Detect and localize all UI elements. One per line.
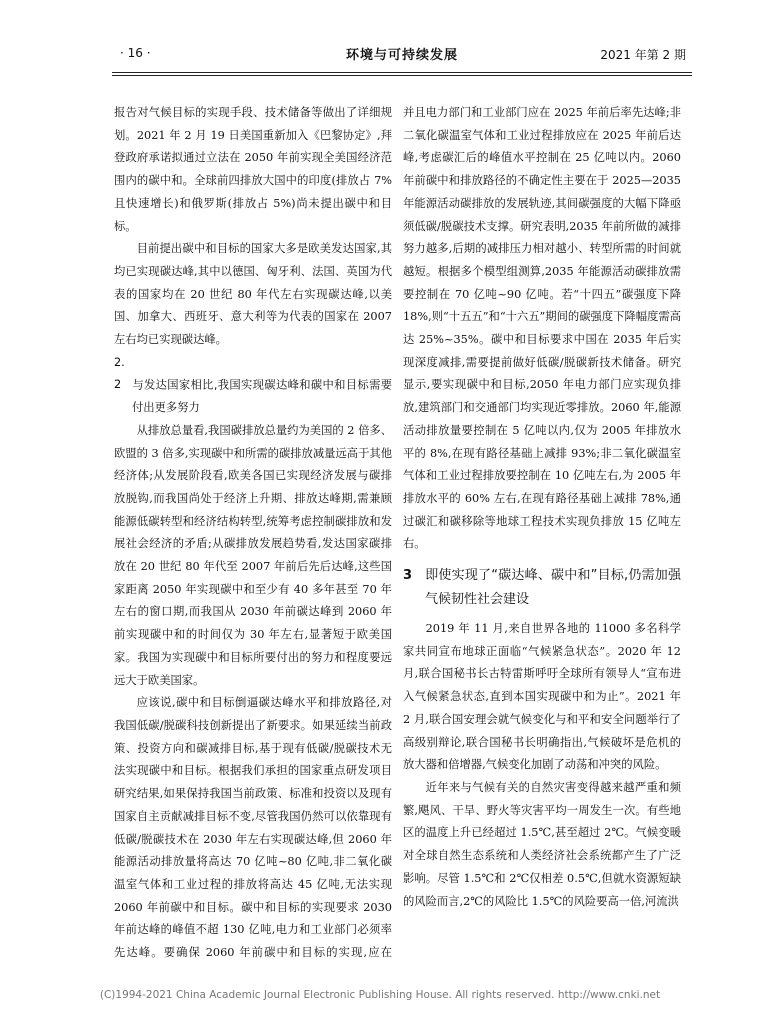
section-number: 3 xyxy=(403,568,413,584)
paragraph: 近年来与气候有关的自然灾害变得越来越严重和频繁,飓风、干旱、野火等灾害平均一周发生一次。有些地区的温度上升已经超过 1.5℃,甚至超过 2℃。气候变暖对全球自然生态系统和人类经济社会系统都产生了广泛影响。尽管 1.5℃和 2℃仅相差 0.5℃,但就水资源短缺的风险而言,2℃的风险比 1.5℃的风险要高一倍,河流洪 xyxy=(403,780,681,908)
right-column xyxy=(403,102,681,964)
page-number: · 16 · xyxy=(120,46,151,60)
paragraph: 从排放总量看,我国碳排放总量约为美国的 2 倍多、欧盟的 3 倍多,实现碳中和所需的碳排放减量远高于其他经济体;从发展阶段看,欧美各国已实现经济发展与碳排放脱钩,而我国尚处于经济上升期、排放达峰期,需兼顾能源低碳转型和经济结构转型,统筹考虑控制碳排放和发展社会经济的矛盾;从碳排放发展趋势看,发达国家碳排放在 20 世纪 80 年代至 2007 年前后先后达峰,这些国家距离 2050 年实现碳中和至少有 40 多年甚至 70 年左右的窗口期,而我国从 2030 年前碳达峰到 2060 年前实现碳中和的时间仅为 30 年左右,显著短于欧美国家。我国为实现碳中和目标所要付出的努力和程度要远远大于欧美国家。 xyxy=(114,423,392,687)
journal-title: 环境与可持续发展 xyxy=(345,48,458,63)
header-rule-double xyxy=(112,75,692,76)
section-heading xyxy=(403,564,681,612)
paragraph: 2019 年 11 月,来自世界各地的 11000 多名科学家共同宣布地球正面临“气候紧急状态”。2020 年 12 月,联合国秘书长古特雷斯呼吁全球所有领导人“宣布进入气候紧急状态,直到本国实现碳中和为止”。2021 年 2 月,联合国安理会就气候变化与和平和安全问题举行了高级别辩论,联合国秘书长明确指出,气候破坏是危机的放大器和倍增器,气候变化加剧了动荡和冲突的风险。 xyxy=(403,622,681,772)
paragraph-continued: 并且电力部门和工业部门应在 2025 年前后率先达峰;非二氧化碳温室气体和工业过程排放应在 2025 年前后达峰,考虑碳汇后的峰值水平控制在 25 亿吨以内。2060 年前碳中和排放路径的不确定性主要在于 2025—2035 年能源活动碳排放的发展轨迹,其间碳强度的大幅下降亟须低碳/脱碳技术支撑。研究表明,2035 年前所做的减排努力越多,后期的减排压力相对越小、转型所需的时间就越短。根据多个模型组测算,2035 年能源活动碳排放需要控制在 70 亿吨~90 亿吨。若“十四五”碳强度下降 18%,则“十五五”和“十六五”期间的碳强度下降幅度需高达 25%~35%。碳中和目标要求中国在 2035 年后实现深度减排,需要提前做好低碳/脱碳新技术储备。研究显示,要实现碳中和目标,2050 年电力部门应实现负排放,建筑部门和交通部门均实现近零排放。2060 年,能源活动排放量要控制在 5 亿吨以内,仅为 2005 年排放水平的 8%,在现有路径基础上减排 93%;非二氧化碳温室气体和工业过程排放要控制在 10 亿吨左右,为 2005 年排放水平的 60% 左右,在现有路径基础上减排 78%,通过碳汇和碳移除等地球工程技术实现负排放 15 亿吨左右。 xyxy=(403,106,681,551)
header-rule xyxy=(112,72,692,73)
paragraph: 目前提出碳中和目标的国家大多是欧美发达国家,其均已实现碳达峰,其中以德国、匈牙利、法国、英国为代表的国家均在 20 世纪 80 年代左右实现碳达峰,以美国、加拿大、西班牙、意大利等为代表的国家在 2007 左右均已实现碳达峰。 xyxy=(114,242,392,347)
left-column xyxy=(114,102,392,964)
paragraph-continued: 报告对气候目标的实现手段、技术储备等做出了详细规划。2021 年 2 月 19 日美国重新加入《巴黎协定》,拜登政府承诺拟通过立法在 2050 年前实现全美国经济范围内的碳中和。全球前四排放大国中的印度(排放占 7% 且快速增长)和俄罗斯(排放占 5%)尚未提出碳中和目标。 xyxy=(114,106,392,233)
page-header xyxy=(112,44,692,84)
issue-label: 2021 年第 2 期 xyxy=(600,48,686,62)
subsection-heading xyxy=(114,352,392,420)
paragraph: 应该说,碳中和目标倒逼碳达峰水平和排放路径,对我国低碳/脱碳科技创新提出了新要求。如果延续当前政策、投资方向和碳减排目标,基于现有低碳/脱碳技术无法实现碳中和目标。根据我们承担的国家重点研发项目研究结果,如果保持我国当前政策、标准和投资以及现有国家自主贡献减排目标不变,尽管我国仍然可以依靠现有低碳/脱碳技术在 2030 年左右实现碳达峰,但 2060 年能源活动排放量将高达 70 亿吨~80 亿吨,非二氧化碳温室气体和工业过程的排放将高达 45 亿吨,无法实现 2060 年前碳中和目标。碳中和目标的实现要求 2030 年前达峰的峰值不超 130 亿吨,电力和工业部门必须率先达峰。要确保 2060 年前碳中和目标的实现,应在 xyxy=(114,696,392,960)
subsection-number: 2. 2 xyxy=(114,355,125,392)
section-title: 即使实现了“碳达峰、碳中和”目标,仍需加强气候韧性社会建设 xyxy=(425,568,681,608)
subsection-title: 与发达国家相比,我国实现碳达峰和碳中和目标需要付出更多努力 xyxy=(132,378,392,415)
copyright-footer: (C)1994-2021 China Academic Journal Electronic Publishing House. All rights reserved. http://www.cnki.net xyxy=(99,989,661,1001)
